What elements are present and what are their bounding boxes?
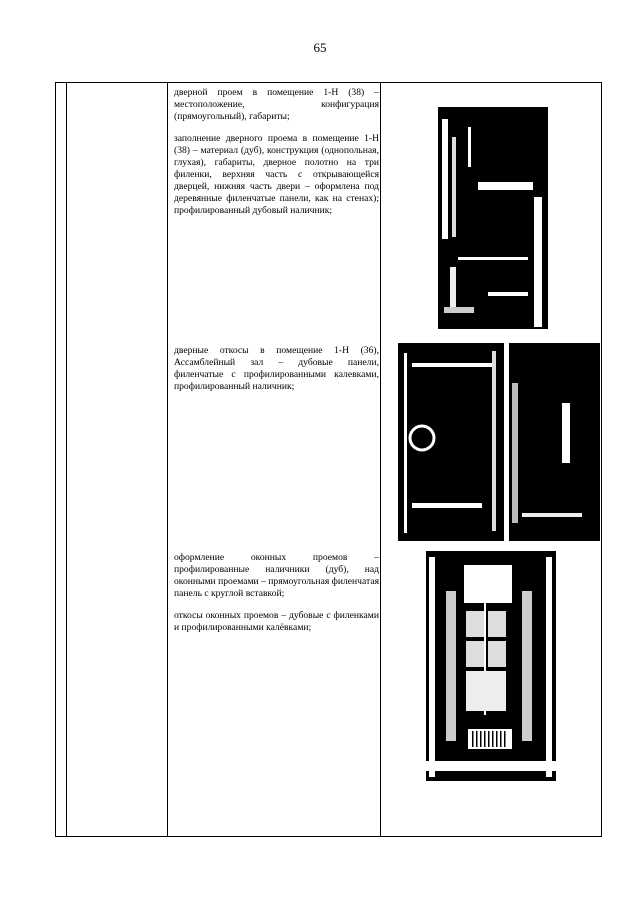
row-2-text — [174, 345, 379, 403]
description-table — [55, 82, 602, 837]
column-divider — [167, 83, 168, 836]
column-divider — [380, 83, 381, 836]
row-3-text — [174, 552, 379, 644]
column-divider — [66, 83, 67, 836]
window-photo — [426, 551, 556, 781]
door-photo — [438, 107, 548, 329]
row-1-paragraph-2: заполнение дверного проема в помещение 1-Н (38) – материал (дуб), конструкция (однопольная, глухая), габариты, дверное полотно на три филенки, верхняя часть с открывающейся дверцей, нижняя часть двери – оформлена под деревянные филенчатые панели, как на стенах); профилированный дубовый наличник; — [174, 133, 379, 216]
door-reveals-photo — [392, 343, 600, 541]
page-number: 65 — [313, 40, 327, 55]
row-1-paragraph-1: дверной проем в помещение 1-Н (38) – местоположение, конфигурация (прямоугольный), габариты; — [174, 87, 379, 122]
row-2-paragraph-1: дверные откосы в помещение 1-Н (36), Ассамблейный зал – дубовые панели, филенчатые с профилированными калевками, профилированный наличник; — [174, 345, 379, 392]
row-3-paragraph-2: откосы оконных проемов – дубовые с филенками и профилированными калёвками; — [174, 610, 379, 633]
row-1-text — [174, 87, 379, 227]
row-3-paragraph-1: оформление оконных проемов – профилированные наличники (дуб), над оконными проемами – прямоугольная филенчатая панель с круглой вставкой; — [174, 552, 379, 599]
